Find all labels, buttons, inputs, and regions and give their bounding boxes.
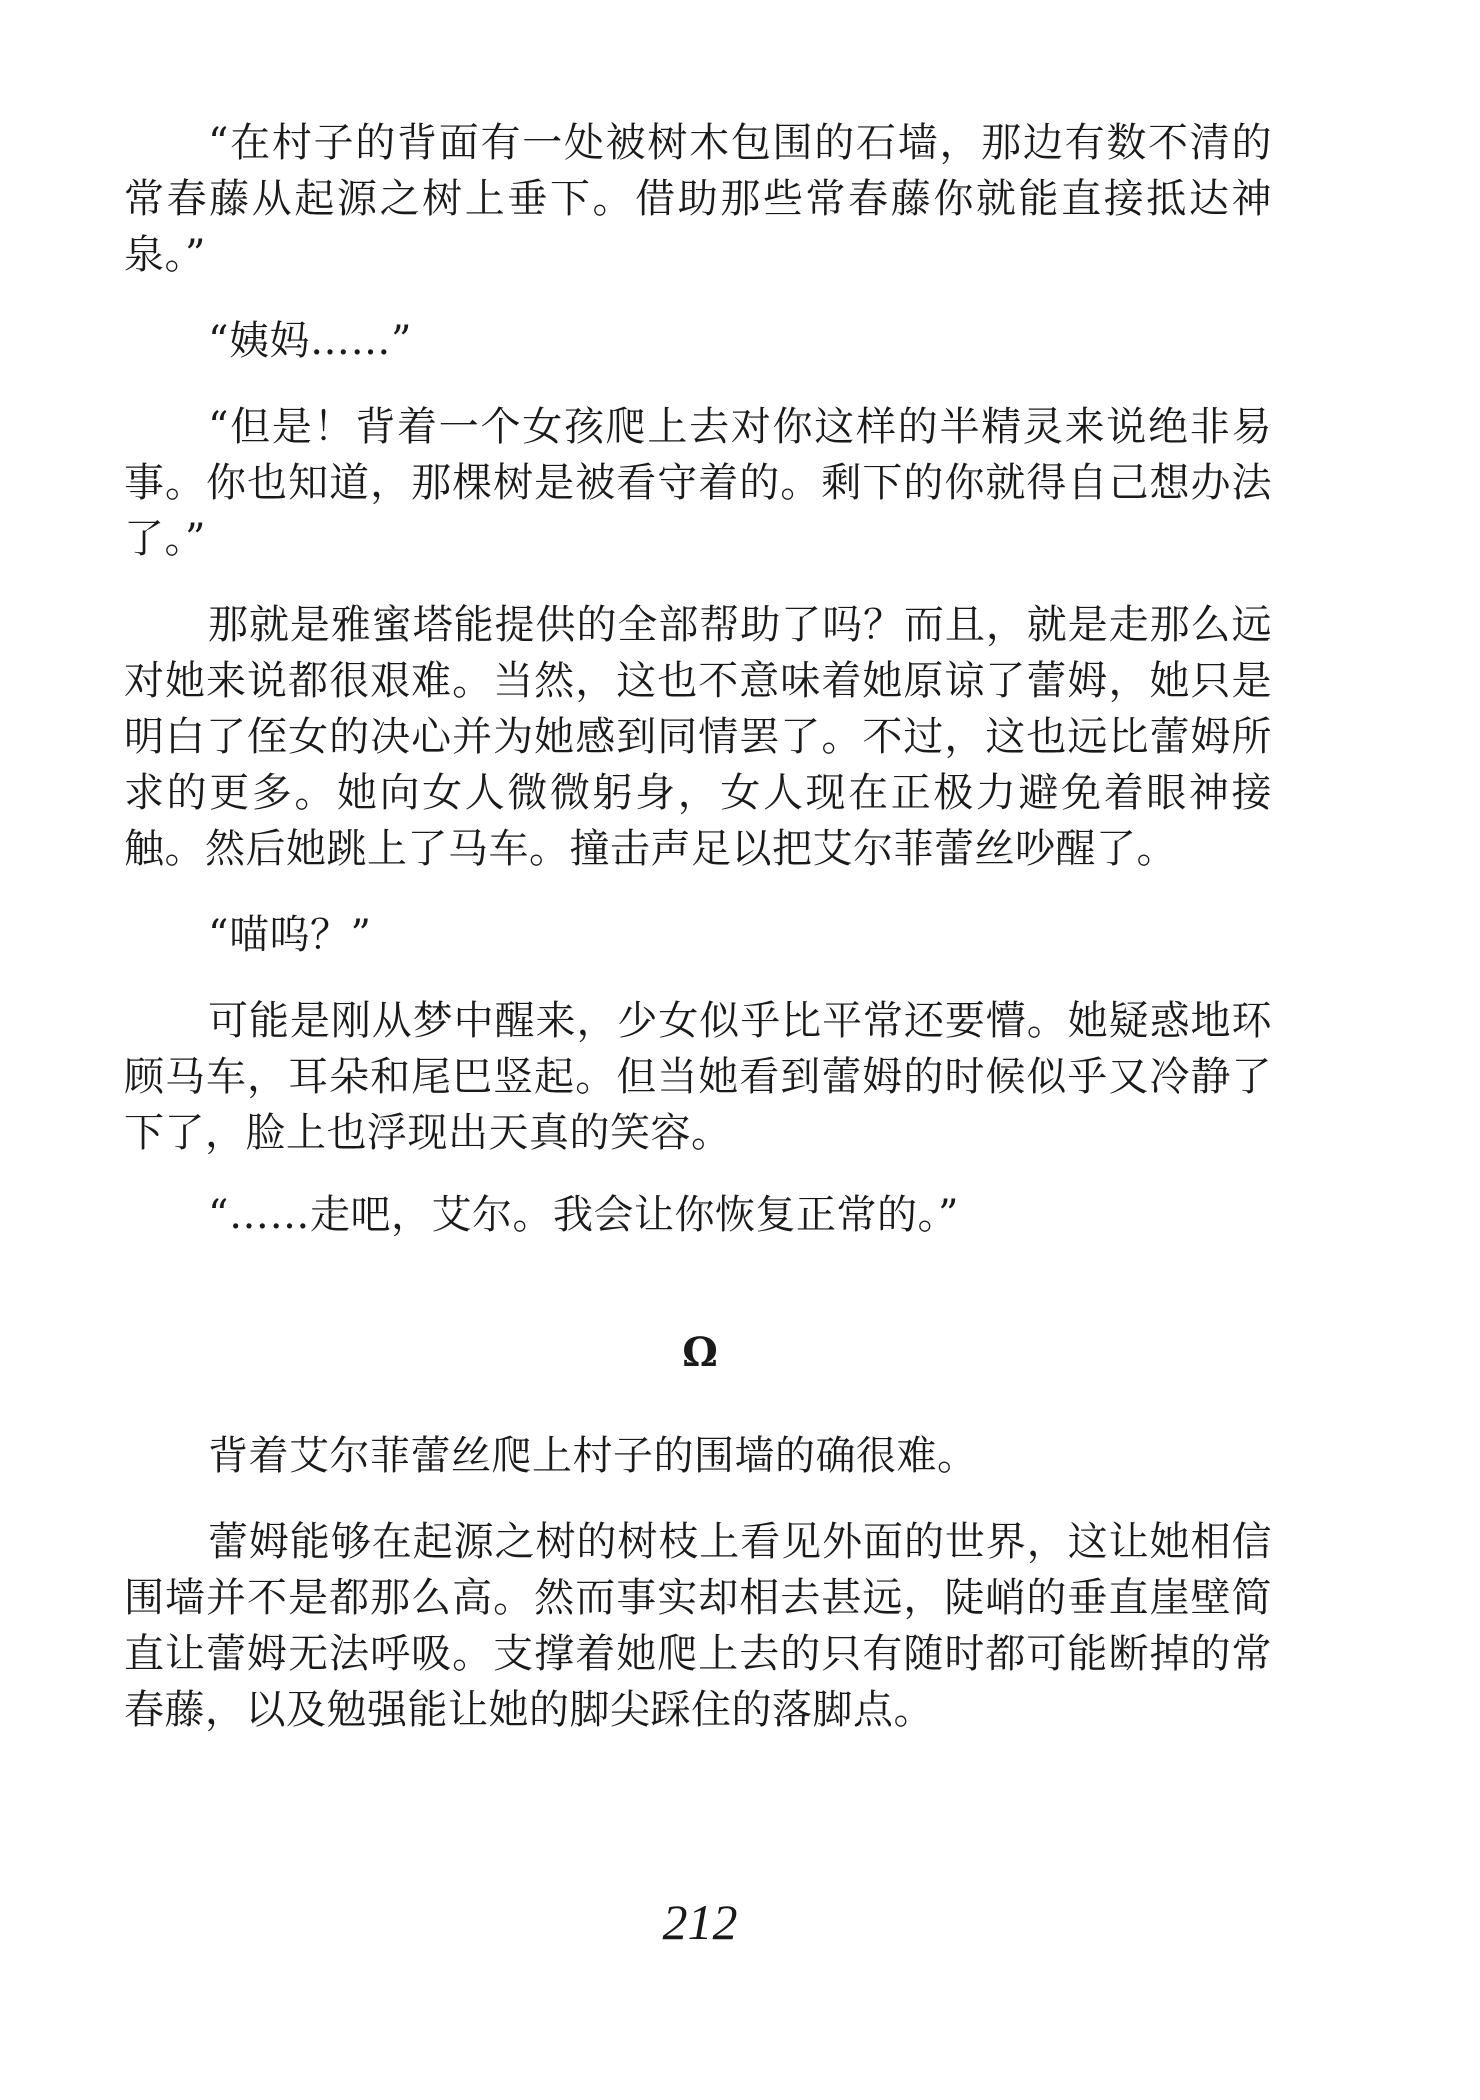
page-number: 212 [662, 1894, 738, 1950]
paragraph: “在村子的背面有一处被树木包围的石墙，那边有数不清的常春藤从起源之树上垂下。借助那些常春藤你就能直接抵达神泉。” [124, 120, 1272, 278]
section-break-omega: Ω [682, 1329, 718, 1376]
paragraph: 蕾姆能够在起源之树的树枝上看见外面的世界，这让她相信围墙并不是都那么高。然而事实却相去甚远，陡峭的垂直崖壁简直让蕾姆无法呼吸。支撑着她爬上去的只有随时都可能断掉的常春藤，以及勉强能让她的脚尖踩住的落脚点。 [124, 1519, 1272, 1733]
paragraph: 那就是雅蜜塔能提供的全部帮助了吗？而且，就是走那么远对她来说都很艰难。当然，这也不意味着她原谅了蕾姆，她只是明白了侄女的决心并为她感到同情罢了。不过，这也远比蕾姆所求的更多。她向女人微微躬身，女人现在正极力避免着眼神接触。然后她跳上了马车。撞击声足以把艾尔菲蕾丝吵醒了。 [124, 602, 1272, 872]
paragraph: 背着艾尔菲蕾丝爬上村子的围墙的确很难。 [208, 1433, 978, 1479]
paragraph: “……走吧，艾尔。我会让你恢复正常的。” [208, 1192, 959, 1238]
paragraph: “但是！背着一个女孩爬上去对你这样的半精灵来说绝非易事。你也知道，那棵树是被看守着的。剩下的你就得自己想办法了。” [124, 404, 1272, 562]
paragraph: 可能是刚从梦中醒来，少女似乎比平常还要懵。她疑惑地环顾马车，耳朵和尾巴竖起。但当她看到蕾姆的时候似乎又冷静了下了，脸上也浮现出天真的笑容。 [124, 998, 1272, 1156]
paragraph: “喵呜？” [208, 912, 372, 958]
page-body-top [124, 115, 1272, 1243]
page-body-bottom [124, 1428, 1272, 1738]
paragraph: “姨妈……” [208, 318, 412, 364]
